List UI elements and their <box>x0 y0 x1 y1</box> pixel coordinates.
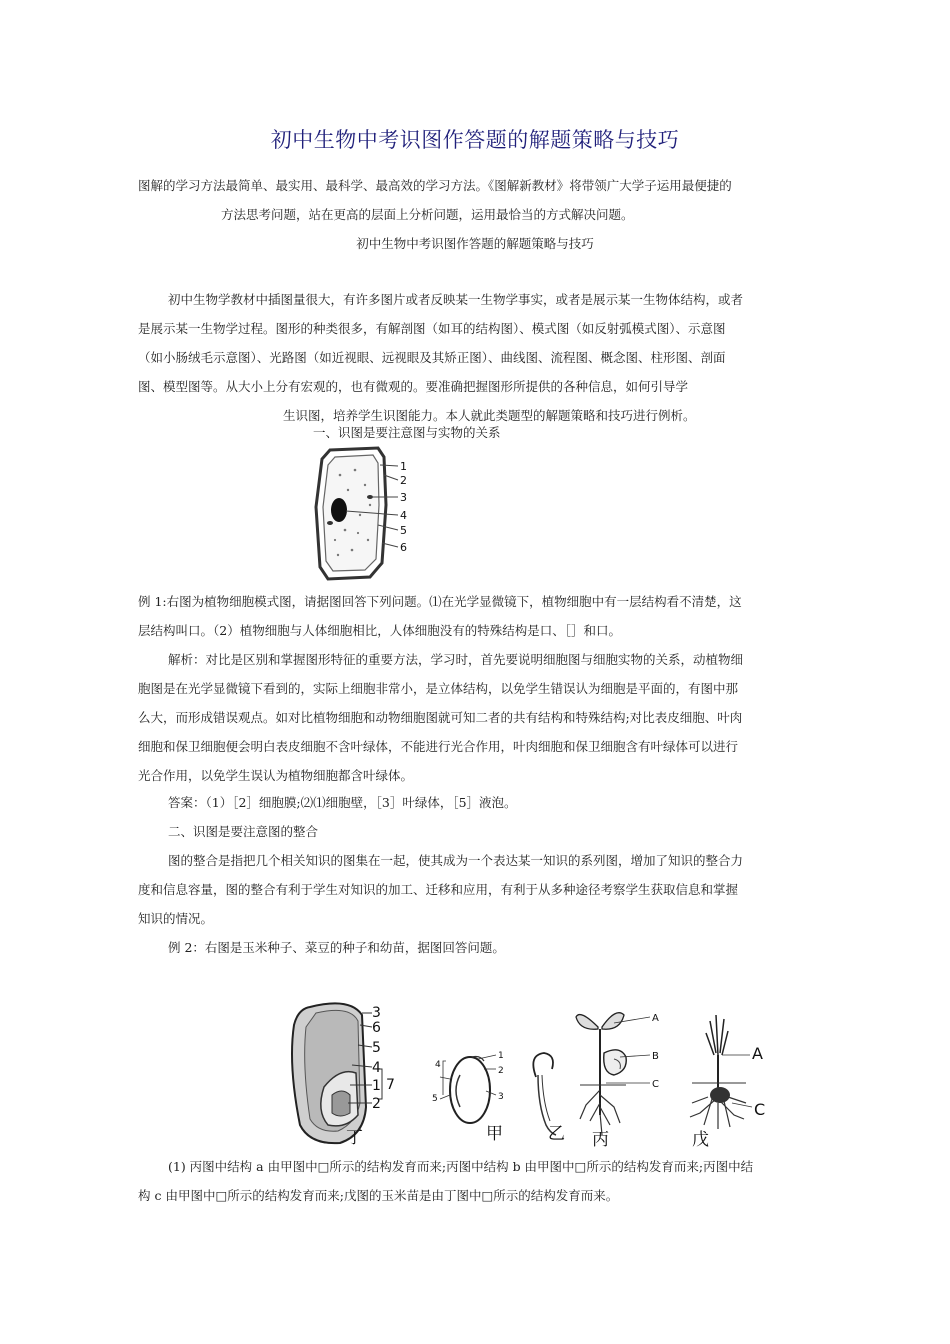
text-line: 么大，而形成错误观点。如对比植物细胞和动物细胞图就可知二者的共有结构和特殊结构;对比表皮细胞、叶肉 <box>138 710 743 725</box>
seedling-label-a2: A <box>752 1044 763 1063</box>
corn-label: 4 <box>372 1060 381 1076</box>
bean-label: 5 <box>432 1094 438 1104</box>
intro-line-2: 方法思考问题，站在更高的层面上分析问题，运用最恰当的方式解决问题。 <box>221 207 634 222</box>
panel-name-ding: 丁 <box>346 1128 363 1148</box>
analysis-paragraph <box>138 645 828 790</box>
corn-label: 3 <box>372 1005 381 1021</box>
cell-label-1: 1 <box>400 460 407 473</box>
corn-label: 2 <box>372 1096 381 1112</box>
question-1 <box>138 1152 828 1210</box>
text-line: 生识图，培养学生识图能力。本人就此类题型的解题策略和技巧进行例析。 <box>283 408 696 423</box>
panel-name-bing: 丙 <box>592 1130 609 1150</box>
cell-label-6: 6 <box>400 541 407 554</box>
cell-label-5: 5 <box>400 524 407 537</box>
cell-label-4: 4 <box>400 509 407 522</box>
example-1 <box>138 587 828 645</box>
page-title: 初中生物中考识图作答题的解题策略与技巧 <box>270 128 680 152</box>
text-line: 初中生物学教材中插图量很大，有许多图片或者反映某一生物学事实，或者是展示某一生物体结构，或者 <box>168 292 744 307</box>
seedling-label-a: A <box>652 1013 659 1024</box>
seedling-label-b: B <box>652 1051 659 1062</box>
text-line: 图、模型图等。从大小上分有宏观的，也有微观的。要准确把握图形所提供的各种信息，如何引导学 <box>138 379 689 394</box>
corn-seed-drawing <box>292 1003 395 1148</box>
text-line: 构 c 由甲图中□所示的结构发育而来;戊图的玉米苗是由丁图中□所示的结构发育而来。 <box>138 1188 619 1203</box>
text-line: 例 1:右图为植物细胞模式图，请据图回答下列问题。⑴在光学显微镜下，植物细胞中有一层结构看不清楚，这 <box>138 594 742 609</box>
section-2-heading: 二、识图是要注意图的整合 <box>168 824 319 839</box>
corn-label: 1 <box>372 1078 381 1094</box>
text-line: 是展示某一生物学过程。图形的种类很多，有解剖图（如耳的结构图）、模式图（如反射弧模式图）、示意图 <box>138 321 726 336</box>
cell-label-3: 3 <box>400 491 407 504</box>
text-line: 图的整合是指把几个相关知识的图集在一起，使其成为一个表达某一知识的系列图，增加了知识的整合力 <box>168 853 744 868</box>
bean-label: 4 <box>435 1060 441 1070</box>
text-line: 光合作用，以免学生误认为植物细胞都含叶绿体。 <box>138 768 414 783</box>
bean-label: 3 <box>498 1092 504 1102</box>
text-line: 解析：对比是区别和掌握图形特征的重要方法，学习时，首先要说明细胞图与细胞实物的关系，动植物细 <box>168 652 744 667</box>
paragraph-2 <box>138 846 828 933</box>
intro-line-1: 图解的学习方法最简单、最实用、最科学、最高效的学习方法。《图解新教材》将带领广大学子运用最便捷的 <box>138 178 732 193</box>
answer: 答案：（1）［2］细胞膜;⑵⑴细胞壁，［3］叶绿体，［5］液泡。 <box>168 795 517 810</box>
bean-label: 1 <box>498 1051 504 1061</box>
text-line: 层结构叫口。（2）植物细胞与人体细胞相比，人体细胞没有的特殊结构是口、［］和口。 <box>138 623 621 638</box>
text-line: （如小肠绒毛示意图）、光路图（如近视眼、远视眼及其矫正图）、曲线图、流程图、概念图、柱形图、剖面 <box>138 350 726 365</box>
text-line: (1) 丙图中结构 a 由甲图中□所示的结构发育而来;丙图中结构 b 由甲图中□所示的结构发育而来;丙图中结 <box>168 1159 754 1174</box>
panel-name-wu: 戊 <box>692 1130 709 1150</box>
plant-cell-diagram <box>300 445 430 585</box>
seedling-label-c2: C <box>754 1100 766 1119</box>
seedling-label-c: C <box>652 1079 659 1090</box>
panel-name-jia: 甲 <box>486 1124 503 1144</box>
subtitle: 初中生物中考识图作答题的解题策略与技巧 <box>356 236 594 251</box>
corn-label: 6 <box>372 1020 381 1036</box>
text-line: 胞图是在光学显微镜下看到的，实际上细胞非常小，是立体结构，以免学生错误认为细胞是平面的，有图中那 <box>138 681 739 696</box>
bean-label: 2 <box>498 1066 504 1076</box>
corn-label: 5 <box>372 1040 381 1056</box>
bean-seed-drawing <box>432 1051 504 1144</box>
example-2: 例 2：右图是玉米种子、菜豆的种子和幼苗，据图回答问题。 <box>168 940 505 955</box>
corn-seedling-drawing <box>690 1015 765 1150</box>
section-1-heading: 一、识图是要注意图与实物的关系 <box>313 425 501 440</box>
bean-seedling-drawing <box>576 1013 659 1150</box>
germinating-bean-drawing <box>533 1053 565 1144</box>
panel-name-yi: 乙 <box>548 1124 565 1144</box>
paragraph-1 <box>138 285 828 401</box>
text-line: 细胞和保卫细胞便会明白表皮细胞不含叶绿体，不能进行光合作用，叶肉细胞和保卫细胞含有叶绿体可以进行 <box>138 739 739 754</box>
corn-label: 7 <box>386 1077 395 1093</box>
cell-label-2: 2 <box>400 474 407 487</box>
text-line: 知识的情况。 <box>138 911 214 926</box>
seed-seedling-diagram <box>280 995 790 1150</box>
text-line: 度和信息容量，图的整合有利于学生对知识的加工、迁移和应用，有利于从多种途径考察学生获取信息和掌握 <box>138 882 739 897</box>
